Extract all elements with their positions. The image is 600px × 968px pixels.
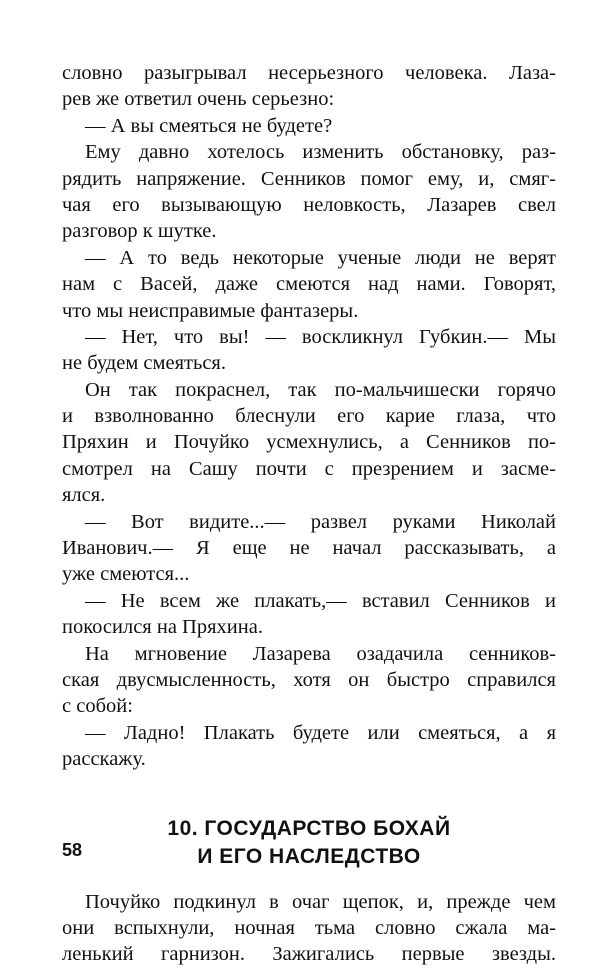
text-line: Ему давно хотелось изменить обстановку, раз- [85,141,556,164]
text-line: и взволнованно блеснули его карие глаза, что [62,405,556,428]
text-line: — Вот видите...— развел руками Николай [85,510,556,533]
text-line: Пряхин и Почуйко усмехнулись, а Сенников по- [62,431,556,454]
text-line: — Ладно! Плакать будете или смеяться, а я [85,721,556,744]
text-line: нам с Васей, даже смеются над нами. Говорят, [62,273,556,296]
text-line: Он так покраснел, так по-мальчишески горячо [85,378,556,401]
page-content [62,60,556,968]
chapter-title-line-1: 10. ГОСУДАРСТВО БОХАЙ [167,816,451,840]
text-line: рядить напряжение. Сенников помог ему, и, смяг- [62,167,556,190]
text-line: разговор к шутке. [62,220,217,243]
text-line: с собой: [62,695,133,718]
page-number: 58 [62,840,83,860]
text-line: — А то ведь некоторые ученые люди не верят [85,246,556,269]
text-line: они вспыхнули, ночная тьма словно сжала ма- [62,916,556,939]
text-line: что мы неисправимые фантазеры. [62,299,359,322]
text-line: — А вы смеяться не будете? [85,114,333,137]
text-line: не будем смеяться. [62,352,226,375]
text-line: Иванович.— Я еще не начал рассказывать, а [62,537,556,560]
text-line: расскажу. [62,748,146,771]
text-line: ленький гарнизон. Зажигались первые звезды. [62,943,556,966]
text-line: покосился на Пряхина. [62,616,263,639]
text-line: уже смеются... [62,563,190,586]
text-line: рев же ответил очень серьезно: [62,88,335,111]
text-line: словно разыгрывал несерьезного человека. Лаза- [62,62,556,84]
chapter-title-line-2: И ЕГО НАСЛЕДСТВО [197,844,421,868]
text-line: — Не всем же плакать,— вставил Сенников и [85,589,556,612]
text-line: ялся. [62,484,106,507]
text-line: чая его вызывающую неловкость, Лазарев свел [62,193,556,216]
text-line: Почуйко подкинул в очаг щепок, и, прежде чем [85,890,556,913]
text-line: На мгновение Лазарева озадачила сенников- [85,642,556,665]
text-line: ская двусмысленность, хотя он быстро справился [62,668,556,691]
text-line: смотрел на Сашу почти с презрением и засме- [62,457,556,480]
text-line: — Нет, что вы! — воскликнул Губкин.— Мы [85,325,556,348]
